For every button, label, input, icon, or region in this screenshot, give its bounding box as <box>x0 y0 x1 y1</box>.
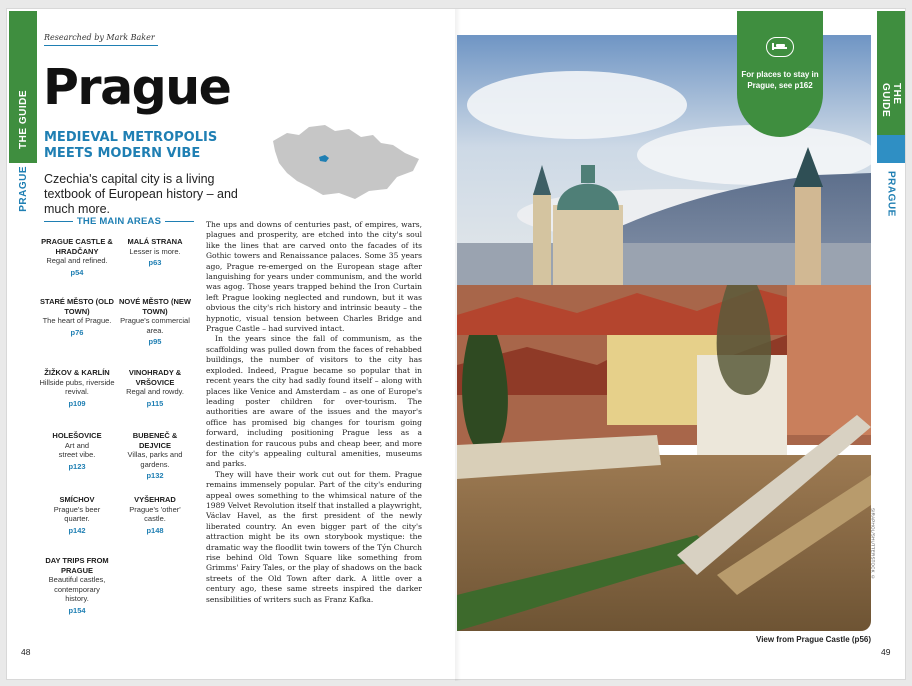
area-entry <box>119 297 191 347</box>
guide-tab-label: THE GUIDE <box>880 83 902 118</box>
czechia-locator-map <box>269 119 423 201</box>
right-tower <box>795 185 821 295</box>
area-page-link[interactable]: p109 <box>68 398 86 408</box>
guide-side-tab-left <box>9 11 37 163</box>
body-text <box>206 220 422 605</box>
area-name: BUBENEČ & DEJVICE <box>132 431 178 450</box>
body-paragraph: The ups and downs of centuries past, of empires, wars, plagues and prosperity, are etched into the city's soul like the lines that are carved onto the facades of its Gothic towers and Renaissance palaces. Some 35 years ago, Prague re-emerged on the European stage after languishing for years under communism, and the world was agog. Those years trapped behind the Iron Curtain left Prague looking neglected and rundown, but it was obvious the city's rich history and intrinsic beauty – the hypnotic, visual tension between Charles Bridge and Prague Castle – had survived intact. <box>206 220 422 334</box>
area-page-link[interactable]: p154 <box>68 605 86 615</box>
book-spread <box>6 8 906 680</box>
czechia-map-shape <box>273 125 419 199</box>
area-entry <box>37 368 117 408</box>
area-name: VYŠEHRAD <box>134 495 176 504</box>
area-desc: Prague's 'other' castle. <box>129 504 181 523</box>
guide-side-tab-right <box>877 11 905 135</box>
area-entry <box>37 297 117 337</box>
area-entry <box>37 556 117 615</box>
area-name: NOVÉ MĚSTO (NEW TOWN) <box>119 297 191 316</box>
photo-credit-text: SIRAPHOL/SHUTTERSTOCK © <box>870 508 876 580</box>
area-desc: The heart of Prague. <box>42 316 112 325</box>
photo-caption: View from Prague Castle (p56) <box>756 635 871 644</box>
area-desc: Regal and refined. <box>46 256 108 265</box>
area-page-link[interactable]: p123 <box>68 461 86 471</box>
area-page-link[interactable]: p132 <box>146 471 164 480</box>
area-page-link[interactable]: p142 <box>68 525 86 535</box>
church-body <box>553 205 623 285</box>
area-name: HOLEŠOVICE <box>52 431 102 440</box>
area-name: STARÉ MĚSTO (OLD TOWN) <box>40 297 114 316</box>
area-desc: Villas, parks and gardens. <box>127 450 183 469</box>
byline: Researched by Mark Baker <box>44 33 158 46</box>
main-areas-heading <box>44 213 194 229</box>
page-number-left: 48 <box>21 647 31 657</box>
area-desc: Prague's beer quarter. <box>53 504 101 523</box>
area-name: SMÍCHOV <box>59 495 95 504</box>
guide-tab-label: THE GUIDE <box>17 90 29 149</box>
tree <box>717 285 772 395</box>
area-entry <box>119 495 191 535</box>
page-subtitle: MEDIEVAL METROPOLIS MEETS MODERN VIBE <box>44 130 218 161</box>
intro-text: Czechia's capital city is a living textbook of European history – and much more. <box>44 172 238 216</box>
page-number-right: 49 <box>881 647 891 657</box>
area-name: PRAGUE CASTLE & HRADČANY <box>41 237 113 256</box>
cloud <box>467 71 687 139</box>
area-desc: Art and street vibe. <box>58 440 96 459</box>
area-page-link[interactable]: p54 <box>70 267 84 277</box>
photo-credit <box>869 469 877 619</box>
area-desc: Lesser is more. <box>129 246 181 256</box>
city-tab-label: PRAGUE <box>17 166 29 212</box>
sleep-badge[interactable] <box>737 11 823 137</box>
main-areas-title: THE MAIN AREAS <box>76 215 162 227</box>
area-page-link[interactable]: p63 <box>148 258 162 267</box>
area-name: VINOHRADY & VRŠOVICE <box>128 368 182 387</box>
city-tab-right <box>877 165 905 217</box>
area-name: MALÁ STRANA <box>127 237 183 246</box>
area-page-link[interactable]: p148 <box>146 525 164 535</box>
area-desc: Prague's commercial area. <box>120 316 190 335</box>
area-desc: Regal and rowdy. <box>126 387 184 396</box>
area-page-link[interactable]: p115 <box>146 398 164 408</box>
area-entry <box>119 431 191 481</box>
area-entry <box>119 237 191 268</box>
area-name: DAY TRIPS FROM PRAGUE <box>45 556 109 575</box>
body-paragraph: In the years since the fall of communism, as the scaffolding was pulled down from the faces of rehabbed buildings, the number of visitors to the city has exploded. Indeed, Prague became so popular that in recent years the city had sadly found itself – along with places like Venice and Amsterdam – as one of Europe's leading poster children for over-tourism. The authorities are aware of the issues and the mayor's office has promised big changes for tourism going forward, including positioning Prague less as a destination for raucous pubs and cheap beer, and more for the city's appealing cultural amenities, museums and parks. <box>206 334 422 469</box>
area-name: ŽIŽKOV & KARLÍN <box>44 368 110 377</box>
area-page-link[interactable]: p76 <box>70 327 84 337</box>
bed-icon <box>766 37 794 57</box>
area-desc: Beautiful castles, contemporary history. <box>48 575 106 603</box>
area-entry <box>37 431 117 471</box>
area-entry <box>119 368 191 408</box>
body-paragraph: They will have their work cut out for them. Prague remains immensely popular. Part of the city's enduring appeal owes something to the whimsical nature of the 1989 Velvet Revolution itself that installed a playwright, Václav Havel, as the first president of the newly liberated country. An even bigger part of the city's attraction might be its own storybook mystique: the dramatic way the floodlit twin towers of the Týn Church rise behind Old Town Square like something from Grimms' Fairy Tales, or the play of shadows on the back streets of the Old Town after dark. A little over a century ago, these same streets inspired the darker sensibilities of writers such as Franz Kafka. <box>206 469 422 604</box>
area-entry <box>37 237 117 277</box>
sleep-badge-text: For places to stay in Prague, see p162 <box>741 70 819 90</box>
city-tab-left <box>9 163 37 215</box>
area-entry <box>37 495 117 535</box>
area-page-link[interactable]: p95 <box>148 337 162 346</box>
area-desc: Hillside pubs, riverside revival. <box>39 377 115 396</box>
section-color-marker <box>877 135 905 163</box>
church-tower <box>533 193 551 285</box>
page-title: Prague <box>43 59 231 116</box>
city-tab-label: PRAGUE <box>885 171 897 217</box>
right-building <box>787 285 871 435</box>
church-lantern <box>581 165 595 183</box>
